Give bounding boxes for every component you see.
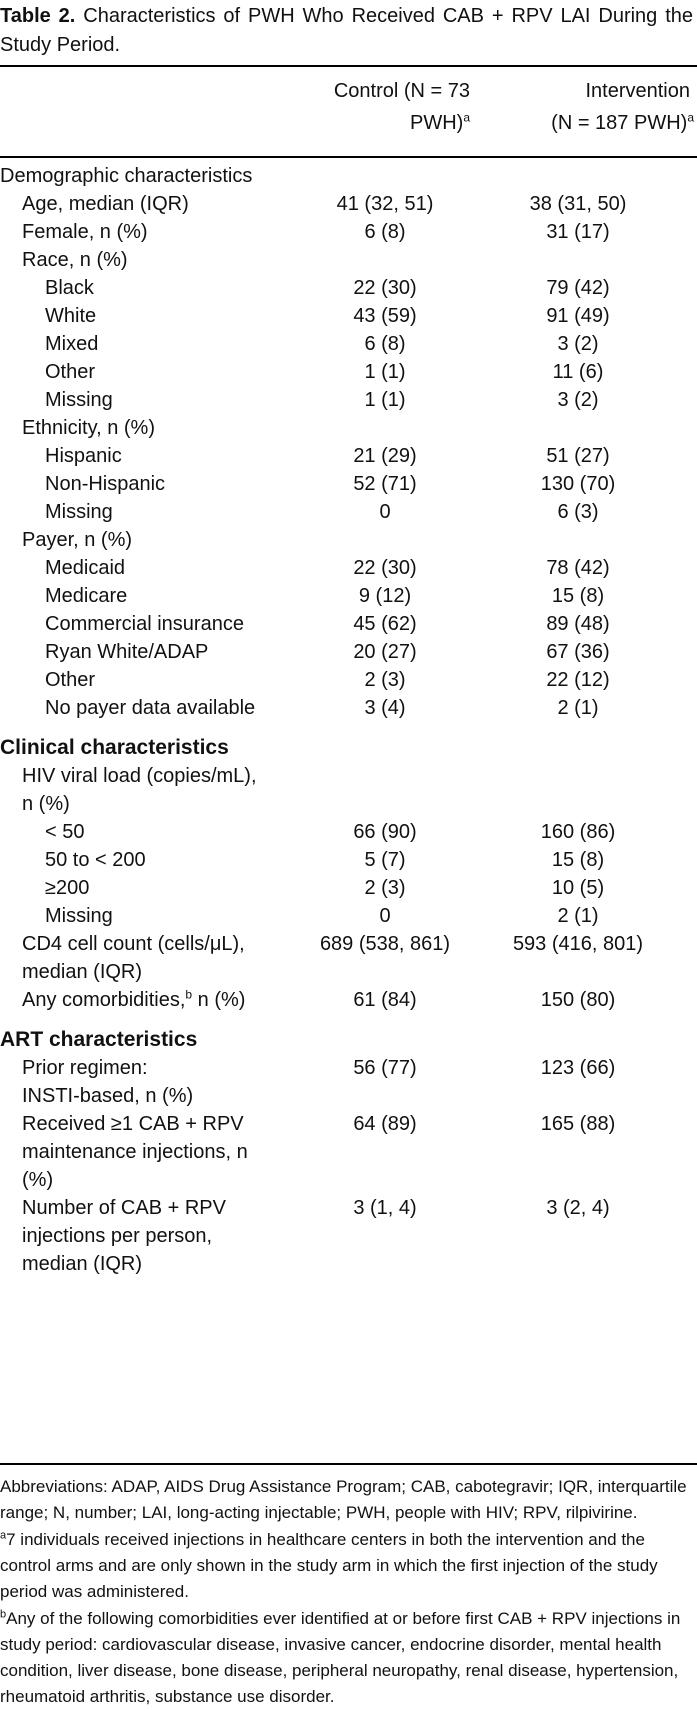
row-label-line: CD4 cell count (cells/μL), [22,933,245,955]
control-value: 9 (12) [358,585,412,607]
table-row [0,582,697,610]
intervention-value: 38 (31, 50) [529,193,627,215]
row-label [22,246,128,274]
row-label-line: Commercial insurance [45,613,244,635]
control-value: 22 (30) [353,557,417,579]
row-label [45,358,95,386]
row-label [22,1110,248,1194]
row-label-line: Medicaid [45,557,126,579]
row-label-tail: n (%) [192,989,246,1011]
row-label-line: No payer data available [45,697,256,719]
control-value: 21 (29) [353,445,417,467]
row-label-line: n (%) [22,793,70,815]
abbreviations-note: Abbreviations: ADAP, AIDS Drug Assistance Program; CAB, cabotegravir; IQR, interquartile range; N, number; LAI, long-acting injectable; PWH, people with HIV; RPV, rilpivirine. [0,1477,687,1522]
footnote-a-text: 7 individuals received injections in healthcare centers in both the intervention and the control arms and are only shown in the study arm in which the first injection of the study period was administered. [0,1530,658,1601]
intervention-value: 79 (42) [546,277,610,299]
table-row [0,902,697,930]
header-rule [0,156,697,158]
table-row [0,1110,697,1194]
control-value: 43 (59) [353,305,417,327]
row-label [45,470,165,498]
table-row [0,762,697,818]
footnote-a-mark: a [0,1529,7,1542]
row-label-line: INSTI-based, n (%) [22,1085,194,1107]
intervention-value: 123 (66) [540,1057,616,1079]
row-label-line: Race, n (%) [22,249,128,271]
control-value: 5 (7) [364,849,406,871]
intervention-value: 593 (416, 801) [512,933,644,955]
row-label [45,902,113,930]
intervention-value: 2 (1) [557,905,599,927]
row-label-line: Missing [45,501,113,523]
row-label-sup: b [185,987,193,1002]
table-row [0,1194,697,1278]
row-label-line: ≥200 [45,877,90,899]
row-label-line: HIV viral load (copies/mL), [22,765,257,787]
control-value: 61 (84) [353,989,417,1011]
intervention-value: 89 (48) [546,613,610,635]
table-row [0,666,697,694]
row-label-line: Age, median (IQR) [22,193,189,215]
control-value: 1 (1) [364,389,406,411]
control-value: 6 (8) [364,333,406,355]
row-label-line: median (IQR) [22,1253,143,1275]
control-value: 45 (62) [353,613,417,635]
row-label [45,610,244,638]
row-label [22,414,155,442]
row-label [45,874,89,902]
row-label-line: Missing [45,905,113,927]
table-body [0,162,697,1278]
table-row [0,930,697,986]
intervention-header-line2: (N = 187 PWH) [551,112,688,134]
row-label [45,386,113,414]
row-label-line: Missing [45,389,113,411]
footnote-b [0,1606,695,1710]
row-label-line: White [45,305,97,327]
row-label [45,302,96,330]
row-label-line: maintenance injections, n [22,1141,248,1163]
intervention-value: 3 (2) [557,333,599,355]
table-row [0,442,697,470]
row-label-line: < 50 [45,821,85,843]
row-label-line: Demographic characteristics [0,165,253,187]
row-label [22,1194,226,1278]
table-row [0,274,697,302]
row-label-line: 50 to < 200 [45,849,146,871]
table-row [0,694,697,722]
row-label [22,526,132,554]
row-label [22,762,257,818]
control-value: 2 (3) [364,669,406,691]
intervention-value: 15 (8) [551,585,605,607]
intervention-value: 150 (80) [540,989,616,1011]
control-value: 64 (89) [353,1113,417,1135]
row-label-line: Ethnicity, n (%) [22,417,155,439]
intervention-value: 130 (70) [540,473,616,495]
table-row [0,874,697,902]
control-value: 6 (8) [364,221,406,243]
table-row [0,218,697,246]
table-row [0,526,697,554]
column-header-intervention [480,75,694,139]
control-header-sup: a [463,110,470,125]
control-value: 2 (3) [364,877,406,899]
intervention-value: 78 (42) [546,557,610,579]
table-row [0,638,697,666]
row-label [45,818,84,846]
row-label [45,582,127,610]
row-label-line: Other [45,361,96,383]
intervention-value: 2 (1) [557,697,599,719]
intervention-value: 10 (5) [551,877,605,899]
table-row [0,414,697,442]
row-label [45,498,113,526]
row-label [22,190,189,218]
row-label [45,694,255,722]
row-label [45,330,98,358]
intervention-value: 3 (2, 4) [546,1197,610,1219]
row-label-line: Payer, n (%) [22,529,133,551]
table-row [0,302,697,330]
control-value: 22 (30) [353,277,417,299]
control-value: 20 (27) [353,641,417,663]
row-label-line: Medicare [45,585,128,607]
intervention-value: 165 (88) [540,1113,616,1135]
row-label [0,162,252,190]
table-row [0,470,697,498]
bottom-rule [0,1463,697,1465]
control-value: 41 (32, 51) [336,193,434,215]
control-value: 56 (77) [353,1057,417,1079]
footnote-b-mark: b [0,1608,7,1621]
intervention-value: 6 (3) [557,501,599,523]
intervention-value: 51 (27) [546,445,610,467]
row-label-line [22,986,245,1014]
row-label-line: Female, n (%) [22,221,148,243]
row-label-line: Black [45,277,94,299]
row-label [45,442,122,470]
footnote-a [0,1527,695,1605]
row-label [22,1054,193,1110]
row-label [0,734,229,762]
control-value: 3 (1, 4) [353,1197,417,1219]
row-label [45,274,94,302]
row-label [22,986,245,1014]
table-row [0,386,697,414]
column-header-control [300,75,470,139]
intervention-value: 91 (49) [546,305,610,327]
top-rule [0,65,697,67]
row-label [45,638,208,666]
row-label-line: (%) [22,1169,54,1191]
table-row [0,330,697,358]
intervention-header-sup: a [687,110,694,125]
control-value: 66 (90) [353,821,417,843]
table-row [0,846,697,874]
table-caption [0,2,693,60]
control-header-line1: Control (N = 73 [333,80,470,102]
row-label [22,930,245,986]
row-label-line: ART characteristics [0,1028,198,1051]
row-label-line: median (IQR) [22,961,143,983]
table-row [0,986,697,1014]
table-row [0,818,697,846]
row-label-line: Hispanic [45,445,122,467]
table-row [0,1054,697,1110]
row-label [45,554,125,582]
intervention-value: 3 (2) [557,389,599,411]
row-label [0,1026,197,1054]
row-label-line: Non-Hispanic [45,473,166,495]
table-row [0,190,697,218]
row-label-line: Received ≥1 CAB + RPV [22,1113,244,1135]
row-label [22,218,148,246]
intervention-header-line2-wrap [480,107,694,139]
footnote-b-text: Any of the following comorbidities ever identified at or before first CAB + RPV injections in study period: cardiovascular disease, invasive cancer, endocrine disorder, mental health condition, liver disease, bone disease, peripheral neuropathy, renal disease, hypertension, rheumatoid arthritis, substance use disorder. [0,1609,681,1706]
row-label-line: Clinical characteristics [0,736,229,759]
intervention-header-line1: Intervention [585,80,690,102]
intervention-value: 160 (86) [540,821,616,843]
row-label-line: injections per person, [22,1225,213,1247]
row-label [45,666,95,694]
table-footnotes [0,1474,695,1711]
table-title: Characteristics of PWH Who Received CAB + RPV LAI During the Study Period. [0,5,694,56]
control-header-line2-wrap [300,107,470,139]
row-label-line: Ryan White/ADAP [45,641,209,663]
row-label-line: Mixed [45,333,99,355]
intervention-value: 22 (12) [546,669,610,691]
table-row [0,246,697,274]
intervention-value: 11 (6) [552,361,604,383]
row-label-line: Other [45,669,96,691]
intervention-value: 31 (17) [546,221,610,243]
table-row [0,554,697,582]
control-value: 689 (538, 861) [319,933,451,955]
table-row [0,358,697,386]
intervention-value: 15 (8) [551,849,605,871]
table-row [0,1026,697,1054]
control-value: 3 (4) [364,697,406,719]
row-label [45,846,146,874]
table-label: Table 2. [0,5,76,27]
control-value: 1 (1) [364,361,406,383]
row-label-line: Number of CAB + RPV [22,1197,226,1219]
table-row [0,498,697,526]
control-value: 0 [379,905,391,927]
control-value: 0 [379,501,391,523]
table-row [0,610,697,638]
row-label-line: Prior regimen: [22,1057,148,1079]
table-row [0,734,697,762]
control-header-line2: PWH) [409,112,464,134]
row-label-text: Any comorbidities, [22,989,186,1011]
table-row [0,162,697,190]
intervention-value: 67 (36) [546,641,610,663]
control-value: 52 (71) [353,473,417,495]
